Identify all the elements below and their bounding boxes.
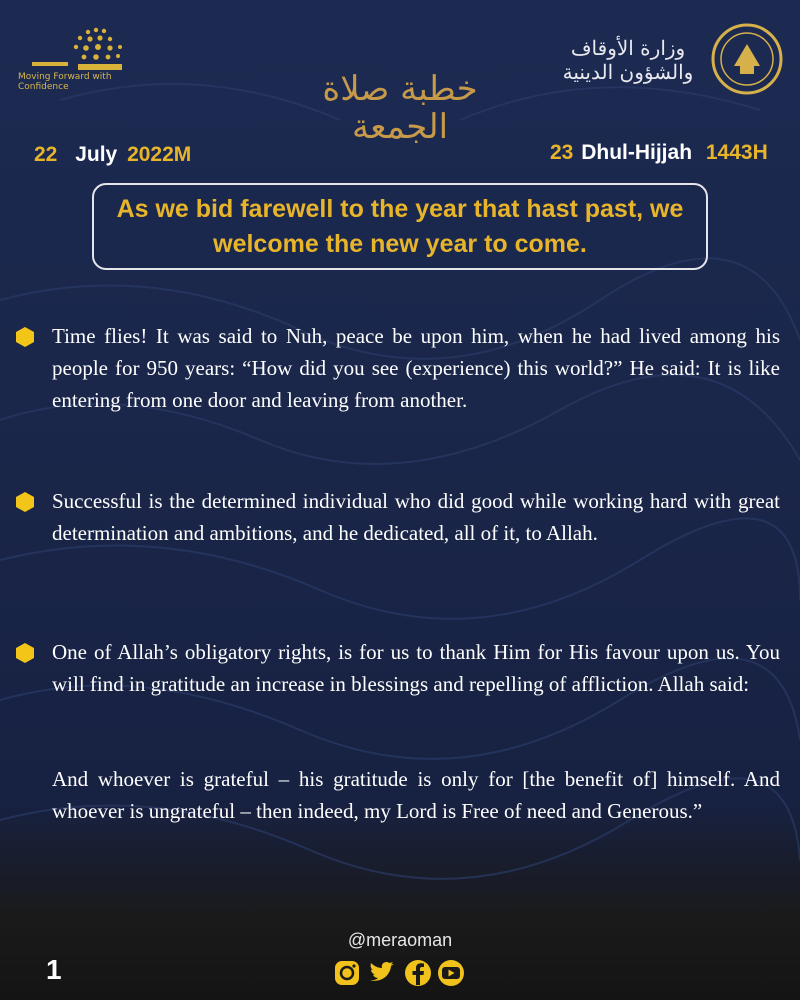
hijri-day: 23 bbox=[550, 141, 574, 164]
instagram-icon[interactable] bbox=[335, 961, 359, 985]
vision-logo-label: Moving Forward with Confidence bbox=[18, 72, 112, 92]
bullet-1-icon bbox=[14, 326, 36, 348]
hijri-date bbox=[550, 141, 768, 165]
ministry-name: وزارة الأوقاف والشؤون الدينية bbox=[562, 36, 694, 84]
gregorian-year: 2022M bbox=[127, 143, 192, 166]
vision-2040-logo bbox=[18, 18, 138, 92]
hijri-year: 1443H bbox=[705, 141, 768, 164]
twitter-icon[interactable] bbox=[370, 962, 394, 981]
friday-sermon-title: خطبة صلاة الجمعة bbox=[322, 69, 478, 147]
point-2: Successful is the determined individual who did good while working hard with great determination and ambitions, and he dedicated, all of it, to Allah. bbox=[52, 489, 780, 545]
gregorian-date bbox=[34, 143, 191, 167]
gregorian-day: 22 bbox=[34, 143, 58, 166]
headline-box bbox=[92, 183, 708, 270]
bullet-2-icon bbox=[14, 491, 36, 513]
point-1: Time flies! It was said to Nuh, peace be upon him, when he had lived among his people for 950 years: “How did you see (experience) this world?” He said: It is like entering from one door and leaving from another. bbox=[52, 324, 780, 412]
ministry-logo bbox=[548, 22, 788, 92]
social-handle[interactable]: @meraoman bbox=[347, 930, 453, 950]
quran-quote: And whoever is grateful – his gratitude is only for [the benefit of] himself. And whoever is ungrateful – then indeed, my Lord is Free of need and Generous.” bbox=[52, 767, 780, 823]
headline: As we bid farewell to the year that hast past, we welcome the new year to come. bbox=[116, 194, 684, 258]
youtube-icon[interactable] bbox=[438, 960, 464, 986]
facebook-icon[interactable] bbox=[405, 960, 431, 986]
hijri-month: Dhul-Hijjah bbox=[581, 141, 693, 164]
page-number: 1 bbox=[46, 954, 62, 985]
social-icons bbox=[332, 958, 468, 988]
gregorian-month: July bbox=[75, 143, 118, 166]
point-3: One of Allah’s obligatory rights, is for us to thank Him for His favour upon us. You will find in gratitude an increase in blessings and repelling of affliction. Allah said: bbox=[52, 640, 780, 696]
emblem-icon bbox=[710, 22, 784, 96]
bullet-3-icon bbox=[14, 642, 36, 664]
